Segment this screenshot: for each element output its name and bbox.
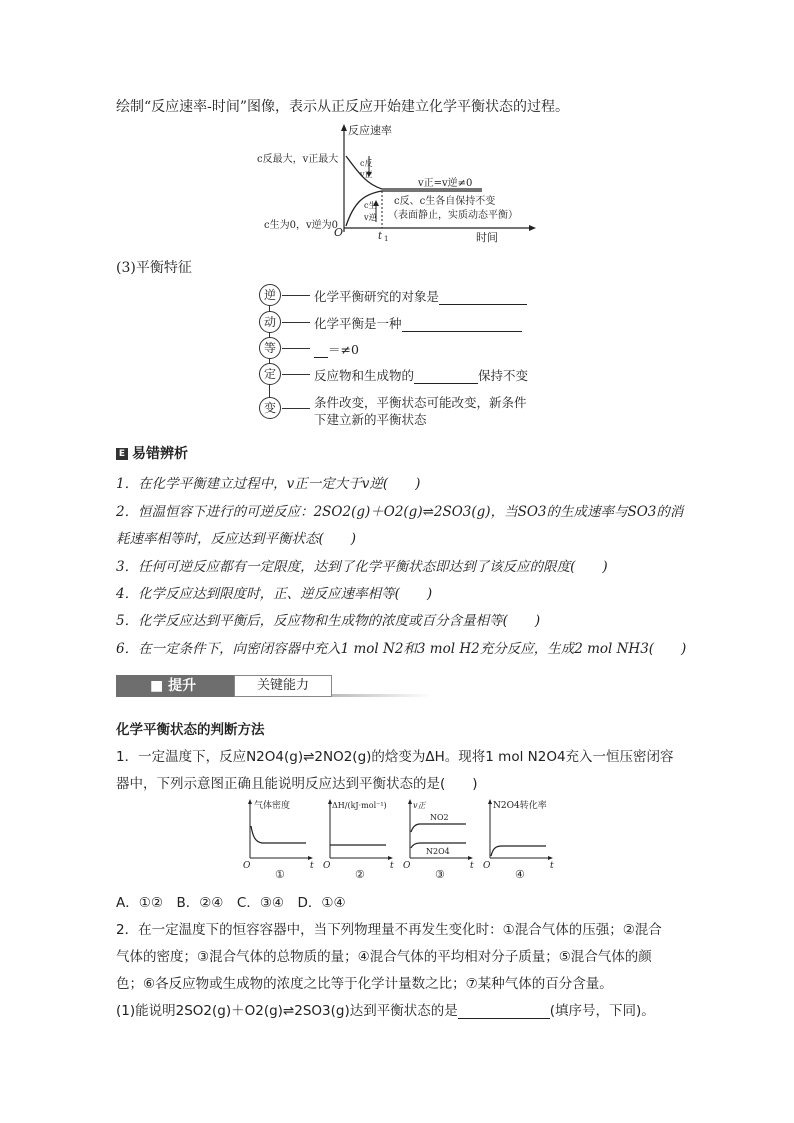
feature-ding-text: 反应物和生成物的 保持不变 (314, 368, 529, 383)
chart-3 (403, 799, 474, 880)
label-c-fan: c反 (360, 159, 373, 168)
yicuo-item-3: 3．任何可逆反应都有一定限度，达到了化学平衡状态即达到了该反应的限度( ) (116, 559, 608, 575)
chart-3-no2: NO2 (430, 813, 449, 822)
graph-origin: O (334, 226, 344, 239)
chart-1-o: O (243, 861, 251, 871)
q1-line1: 1．一定温度下，反应N2O4(g)⇌2NO2(g)的焓变为ΔH。现将1 mol N2O4充入一恒压密闭容 (116, 749, 674, 765)
graph-t1: t (378, 231, 383, 242)
yicuo-item-2-cont: 耗速率相等时，反应达到平衡状态( ) (116, 531, 357, 547)
q2-sub1-blank[interactable] (458, 1004, 550, 1019)
label-keep: c反、c生各自保持不变 (394, 196, 496, 207)
q1-charts (240, 796, 560, 880)
yicuo-item-2: 2．恒温恒容下进行的可逆反应：2SO2(g)＋O2(g)⇌2SO3(g)，当SO3的生成速率与SO3的消 (116, 504, 684, 520)
feature-node-deng: 等 (259, 337, 281, 359)
x-axis-arrow (529, 225, 536, 231)
chart-3-ylabel: v正 (413, 801, 426, 810)
rate-time-svg (250, 122, 550, 244)
blank-deng-1[interactable] (314, 343, 328, 358)
feature-dong-text: 化学平衡是一种 (314, 314, 522, 332)
chart-4 (483, 799, 554, 880)
chart-2-ylabel: ΔH/(kJ·mol⁻¹) (332, 801, 387, 810)
chart-3-n2o4: N2O4 (426, 847, 450, 856)
label-dynamic: （表面静止，实质动态平衡） (388, 210, 518, 221)
banner-dark: ■ 提升 (116, 675, 234, 697)
q2-line1: 2．在一定温度下的恒容容器中，当下列物理量不再发生变化时：①混合气体的压强；②混合 (116, 922, 662, 938)
feature-node-ni: 逆 (259, 284, 281, 306)
label-v-ni: v逆 (364, 213, 377, 222)
y-axis-arrow (341, 124, 347, 131)
label-v-zheng: v正 (360, 170, 373, 179)
chart-3-o: O (403, 861, 411, 871)
banner-light: 关键能力 (234, 675, 332, 697)
q1-line2: 器中，下列示意图正确且能说明反应达到平衡状态的是( ) (116, 776, 478, 792)
q2-line3: 色；⑥各反应物或生成物的浓度之比等于化学计量数之比；⑦某种气体的百分含量。 (116, 976, 613, 992)
chart-1 (243, 799, 314, 880)
chart-4-ylabel: N2O4转化率 (493, 801, 547, 811)
q1-charts-svg (240, 796, 560, 880)
rate-time-graph (250, 122, 550, 244)
label-eq: v正=v逆≠0 (418, 178, 473, 189)
chart-2-num: ② (355, 868, 365, 880)
yicuo-item-6: 6．在一定条件下，向密闭容器中充入1 mol N2和3 mol H2充分反应，生成2 mol NH3( ) (116, 641, 687, 657)
graph-ylabel: 反应速率 (348, 124, 392, 137)
chart-4-num: ④ (515, 868, 525, 880)
blank-ding[interactable] (414, 369, 478, 384)
label-c-sheng: c生 (364, 201, 377, 210)
q1-options: A．①② B．②④ C．③④ D．①④ (116, 895, 346, 911)
chart-4-o: O (483, 861, 491, 871)
method-title: 化学平衡状态的判断方法 (116, 722, 265, 738)
label-left-top: c反最大，v正最大 (257, 154, 339, 165)
yicuo-item-4: 4．化学反应达到限度时，正、逆反应速率相等( ) (116, 586, 433, 602)
chart-3-no2-curve (411, 824, 466, 832)
label-left-bottom: c生为0，v逆为0 (264, 220, 338, 231)
blank-ni[interactable] (439, 290, 527, 305)
q2-sub1: (1)能说明2SO2(g)＋O2(g)⇌2SO3(g)达到平衡状态的是 (填序号，下同)。 (116, 1003, 655, 1019)
feature-bian-line1: 条件改变，平衡状态可能改变，新条件 (314, 395, 527, 410)
chart-3-t: t (470, 861, 474, 871)
chart-1-num: ① (275, 868, 285, 880)
feature-node-ding: 定 (259, 363, 281, 385)
chart-2-o: O (323, 861, 331, 871)
section-banner (116, 675, 432, 697)
chart-1-curve (251, 826, 306, 843)
feature-ni-text: 化学平衡研究的对象是 (314, 287, 527, 305)
features-diagram (258, 282, 558, 432)
chart-1-ylabel: 气体密度 (254, 801, 291, 811)
chart-4-curve (491, 846, 546, 856)
yicuo-item-1: 1．在化学平衡建立过程中，v正一定大于v逆( ) (116, 476, 421, 492)
yicuo-heading: E 易错辨析 (116, 443, 188, 463)
chart-2 (323, 799, 394, 880)
graph-xlabel: 时间 (476, 231, 498, 244)
chart-1-t: t (310, 861, 314, 871)
chart-3-num: ③ (435, 868, 445, 880)
feature-node-bian: 变 (259, 397, 281, 419)
feature-bian-line2: 下建立新的平衡状态 (314, 412, 427, 427)
blank-dong[interactable] (402, 317, 522, 332)
section-3-title: (3)平衡特征 (116, 260, 192, 276)
chart-2-t: t (390, 861, 394, 871)
yicuo-icon: E (116, 448, 128, 460)
intro-text: 绘制“反应速率-时间”图像，表示从正反应开始建立化学平衡状态的过程。 (116, 99, 570, 115)
yicuo-item-5: 5．化学反应达到平衡后，反应物和生成物的浓度或百分含量相等( ) (116, 613, 541, 629)
feature-deng-text: ＝≠0 (314, 340, 359, 358)
chart-4-t: t (550, 861, 554, 871)
q2-line2: 气体的密度；③混合气体的总物质的量；④混合气体的平均相对分子质量；⑤混合气体的颜 (116, 949, 652, 965)
graph-t1-sub: 1 (384, 235, 389, 243)
feature-node-dong: 动 (259, 311, 281, 333)
